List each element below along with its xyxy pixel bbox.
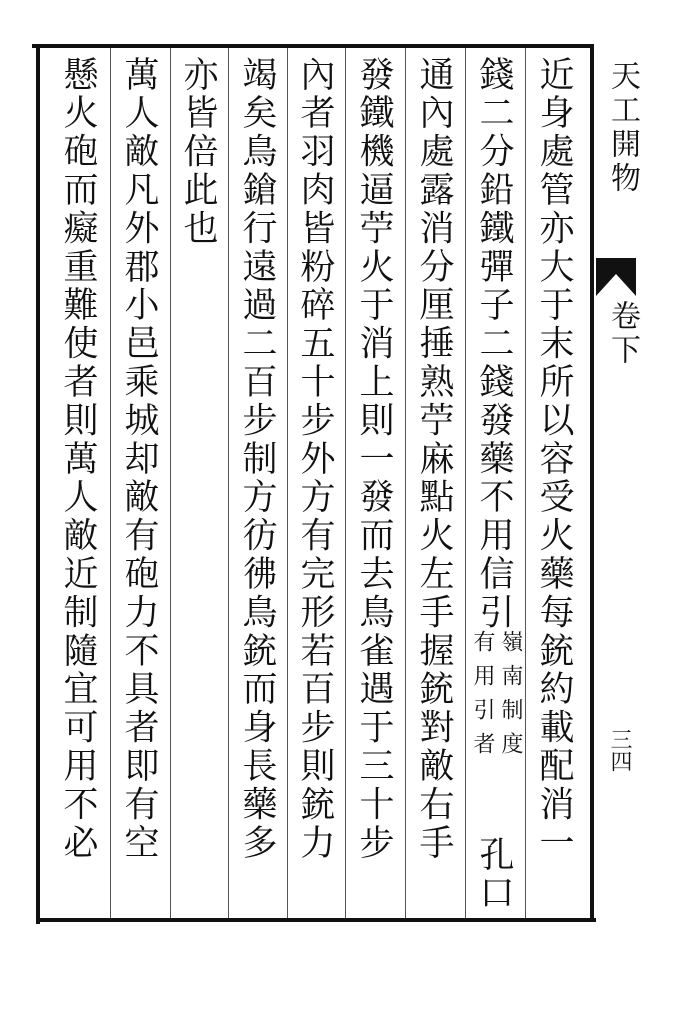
text-column-9: 懸火砲而癡重難使者則萬人敵近制隨宜可用不必: [58, 56, 98, 863]
column-rule: [405, 48, 406, 918]
volume-label: 卷下: [605, 300, 640, 368]
text-column-4: 發鐵機逼苧火于消上則一發而去鳥雀遇于三十步: [354, 56, 394, 863]
frame-right-border: [590, 44, 594, 922]
text-column-8: 萬人敵凡外郡小邑乘城却敵有砲力不具者即有空: [119, 56, 159, 863]
note-line-right: 嶺南制度: [498, 630, 523, 766]
text-column-2-main: 錢二分鉛鐵彈子二錢發藥不用信引: [474, 56, 514, 632]
text-column-6: 竭矣鳥鎗行遠過二百步制方彷彿鳥銃而身長藥多: [237, 56, 277, 863]
text-column-5: 內者羽肉皆粉碎五十步外方有完形若百步則銃力: [295, 56, 335, 863]
column-rule: [110, 48, 111, 918]
book-title: 天工開物: [605, 60, 640, 196]
column-rule: [170, 48, 171, 918]
column-rule: [345, 48, 346, 918]
frame-top-border: [32, 44, 594, 48]
text-column-7: 亦皆倍此也: [178, 56, 218, 248]
column-rule: [228, 48, 229, 918]
note-line-left: 有用引者: [470, 630, 495, 766]
column-rule: [287, 48, 288, 918]
interlinear-note: [466, 630, 526, 840]
text-column-1: 近身處管亦大于末所以容受火藥每銃約載配消一: [534, 56, 574, 863]
frame-bottom-border: [36, 918, 596, 922]
text-column-2-tail: 孔口: [474, 836, 514, 913]
fishtail-mark-icon: [596, 258, 636, 296]
frame-left-border: [36, 44, 40, 924]
page-number: 三四: [607, 728, 632, 772]
text-column-3: 通內處露消分厘捶熟苧麻點火左手握銃對敵右手: [414, 56, 454, 863]
